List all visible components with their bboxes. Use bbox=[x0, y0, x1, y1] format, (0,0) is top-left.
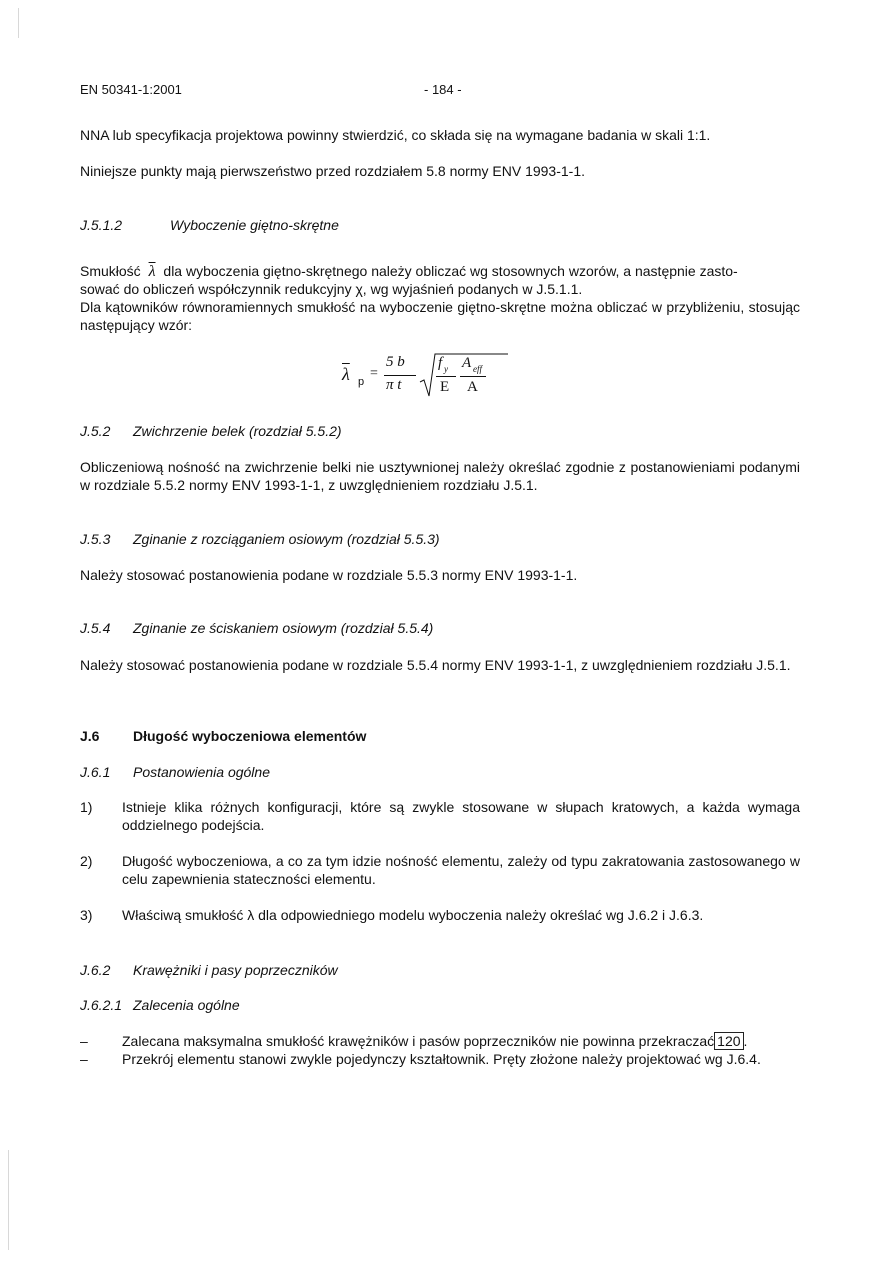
formula-a-eff-subscript: eff bbox=[473, 364, 482, 374]
section-title-j512: Wyboczenie giętno-skrętne bbox=[170, 217, 339, 233]
section-number-j62: J.6.2 bbox=[80, 962, 111, 978]
formula-lambda: $\overline{\lambda}$ bbox=[342, 364, 350, 384]
section-title-j61: Postanowienia ogólne bbox=[133, 764, 270, 780]
formula-denominator-1: π t bbox=[386, 377, 402, 393]
formula-a: A bbox=[467, 379, 478, 395]
section-number-j512: J.5.1.2 bbox=[80, 217, 123, 233]
formula-equals: = bbox=[370, 366, 378, 381]
list-item-3-number: 3) bbox=[80, 907, 93, 923]
j54-body: Należy stosować postanowienia podane w rozdziale 5.5.4 normy ENV 1993-1-1, z uwzględnieniem rozdziału J.5.1. bbox=[80, 657, 791, 673]
bullet-1-dash: – bbox=[80, 1033, 88, 1049]
section-number-j52: J.5.2 bbox=[80, 423, 111, 439]
section-number-j6: J.6 bbox=[80, 728, 100, 744]
list-item-1-text: Istnieje klika różnych konfiguracji, które są zwykle stosowane w słupach kratowych, a każda wymaga oddzielnego podejścia. bbox=[122, 799, 800, 833]
section-number-j621: J.6.2.1 bbox=[80, 997, 123, 1013]
bullet-1-period: . bbox=[743, 1033, 748, 1049]
max-slenderness-value: 120 bbox=[714, 1032, 743, 1050]
section-number-j61: J.6.1 bbox=[80, 764, 111, 780]
formula-subscript-p: p bbox=[358, 376, 365, 388]
bullet-2-dash: – bbox=[80, 1051, 88, 1067]
section-number-j54: J.5.4 bbox=[80, 620, 111, 636]
intro-paragraph-2: Niniejsze punkty mają pierwszeństwo przed rozdziałem 5.8 normy ENV 1993-1-1. bbox=[80, 163, 585, 179]
list-item-3-text: Właściwą smukłość λ dla odpowiedniego modelu wyboczenia należy określać wg J.6.2 i J.6.3. bbox=[122, 907, 704, 923]
intro-paragraph-1: NNA lub specyfikacja projektowa powinny stwierdzić, co składa się na wymagane badania w skali 1:1. bbox=[80, 127, 711, 143]
section-title-j53: Zginanie z rozciąganiem osiowym (rozdział 5.5.3) bbox=[133, 531, 440, 547]
formula-numerator-1: 5 b bbox=[386, 354, 405, 370]
header-standard: EN 50341-1:2001 bbox=[80, 82, 182, 97]
scan-edge-line-top bbox=[18, 8, 19, 38]
formula-a-eff: A bbox=[462, 355, 472, 371]
section-title-j54: Zginanie ze ściskaniem osiowym (rozdział 5.5.4) bbox=[133, 620, 434, 636]
j512-paragraph-1-line-1 bbox=[80, 262, 800, 281]
formula-fraction-bar-1 bbox=[384, 375, 416, 376]
formula-fraction-bar-2b bbox=[460, 376, 486, 377]
bullet-1-text bbox=[122, 1032, 800, 1050]
formula-f-subscript: y bbox=[444, 364, 448, 374]
bullet-1-sentence: Zalecana maksymalna smukłość krawężników i pasów poprzeczników nie powinna przekraczać bbox=[122, 1033, 715, 1049]
section-title-j621: Zalecenia ogólne bbox=[133, 997, 240, 1013]
lambda-bar-symbol: $\overline{\lambda}$ bbox=[148, 263, 156, 280]
j512-p1-start: Smukłość bbox=[80, 263, 141, 279]
section-number-j53: J.5.3 bbox=[80, 531, 111, 547]
j52-body: Obliczeniową nośność na zwichrzenie belki nie usztywnionej należy określać zgodnie z postanowieniami podanymi w rozdziale 5.5.2 normy ENV 1993-1-1, z uwzględnieniem rozdziału J.5.1. bbox=[80, 459, 800, 493]
j512-paragraph-1-line-2: sować do obliczeń współczynnik redukcyjny χ, wg wyjaśnień podanych w J.5.1.1. bbox=[80, 281, 583, 297]
j512-paragraph-2: Dla kątowników równoramiennych smukłość na wyboczenie giętno-skrętne można obliczać w przybliżeniu, stosując następujący wzór: bbox=[80, 299, 800, 333]
section-title-j62: Krawężniki i pasy poprzeczników bbox=[133, 962, 338, 978]
header-page-number: - 184 - bbox=[424, 82, 462, 97]
list-item-2-text: Długość wyboczeniowa, a co za tym idzie nośność elementu, zależy od typu zakratowania zastosowanego w celu zapewnienia stateczności elementu. bbox=[122, 853, 800, 887]
formula-e: E bbox=[440, 379, 450, 395]
formula-f: f bbox=[438, 355, 443, 371]
list-item-1-number: 1) bbox=[80, 799, 93, 815]
formula-fraction-bar-2a bbox=[436, 376, 456, 377]
scan-edge-line-bottom bbox=[8, 1150, 9, 1250]
section-title-j52: Zwichrzenie belek (rozdział 5.5.2) bbox=[133, 423, 342, 439]
slenderness-formula bbox=[338, 352, 518, 398]
bullet-2-text: Przekrój elementu stanowi zwykle pojedynczy kształtownik. Pręty złożone należy projektować wg J.6.4. bbox=[122, 1051, 761, 1067]
section-title-j6: Długość wyboczeniowa elementów bbox=[133, 728, 367, 744]
j53-body: Należy stosować postanowienia podane w rozdziale 5.5.3 normy ENV 1993-1-1. bbox=[80, 567, 578, 583]
j512-p1-rest: dla wyboczenia giętno-skrętnego należy obliczać wg stosownych wzorów, a następnie zasto- bbox=[163, 263, 738, 279]
list-item-2-number: 2) bbox=[80, 853, 93, 869]
